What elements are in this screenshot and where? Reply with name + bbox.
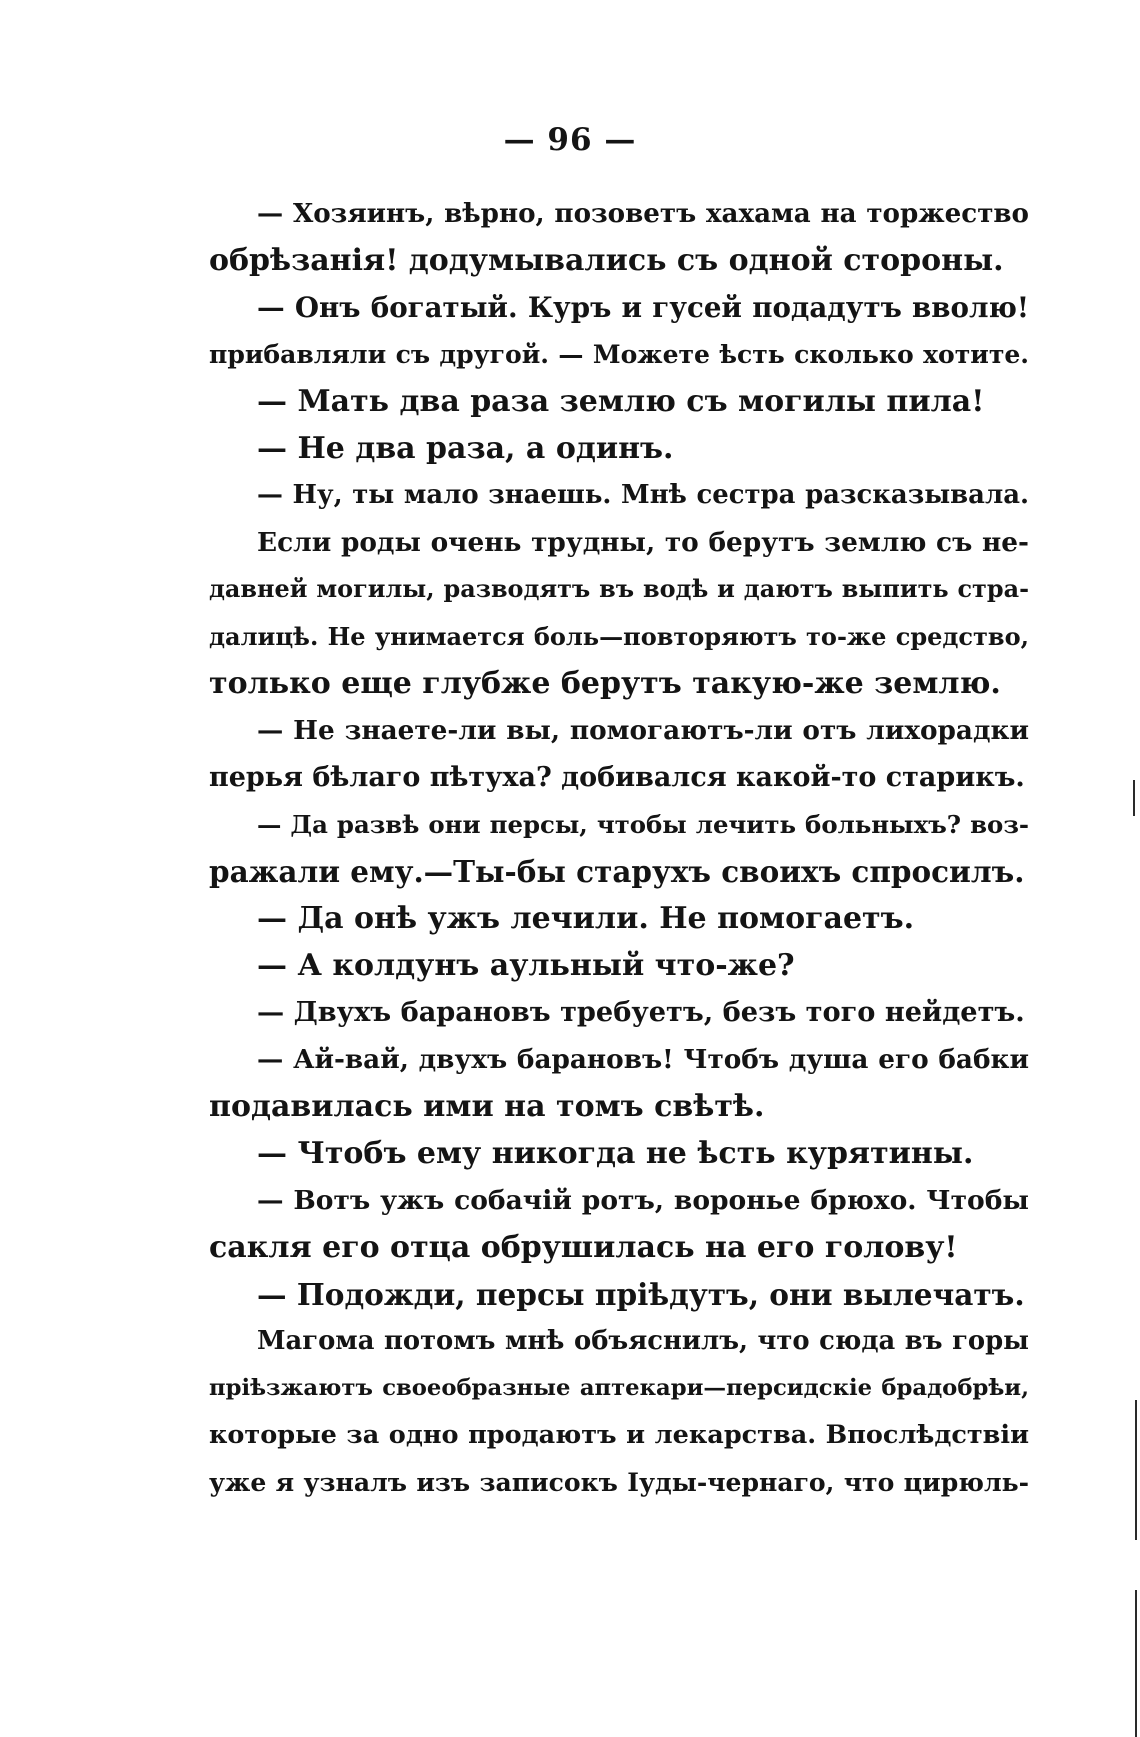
text-line: уже я узналъ изъ записокъ Іуды-чернаго, что цирюль- [209, 1467, 1029, 1497]
text-line: перья бѣлаго пѣтуха? добивался какой-то старикъ. [209, 762, 1025, 793]
text-line: давней могилы, разводятъ въ водѣ и даютъ выпить стра- [209, 575, 1029, 603]
text-line: Если роды очень трудны, то берутъ землю съ не- [257, 527, 1029, 558]
text-line: — Подожди, персы пріѣдутъ, они вылечатъ. [257, 1277, 1025, 1312]
scan-edge-mark [1135, 1590, 1137, 1737]
page-number: — 96 — [503, 122, 637, 158]
text-line: прибавляли съ другой. — Можете ѣсть сколько хотите. [209, 339, 1029, 369]
text-line: — А колдунъ аульный что-же? [257, 948, 795, 983]
text-line: подавилась ими на томъ свѣтѣ. [209, 1089, 765, 1124]
text-line: — Не знаете-ли вы, помогаютъ-ли отъ лихорадки [257, 715, 1029, 746]
text-line: — Вотъ ужъ собачій ротъ, воронье брюхо. Чтобы [257, 1185, 1029, 1216]
body-text [209, 190, 1029, 1506]
scan-edge-mark [1133, 780, 1135, 816]
text-line: ражали ему.—Ты-бы старухъ своихъ спросилъ. [209, 854, 1025, 889]
text-line: — Онъ богатый. Куръ и гусей подадутъ вволю! [257, 291, 1029, 324]
text-line: — Мать два раза землю съ могилы пила! [257, 384, 985, 419]
text-line: — Ай-вай, двухъ барановъ! Чтобъ душа его бабки [257, 1044, 1029, 1075]
text-line: обрѣзанія! додумывались съ одной стороны. [209, 243, 1004, 278]
text-line: только еще глубже берутъ такую-же землю. [209, 666, 1001, 701]
text-line: — Чтобъ ему никогда не ѣсть курятины. [257, 1136, 974, 1171]
text-line: — Ну, ты мало знаешь. Мнѣ сестра разсказывала. [257, 480, 1029, 510]
text-line: — Да онѣ ужъ лечили. Не помогаетъ. [257, 901, 915, 936]
text-line: далицѣ. Не унимается боль—повторяютъ то-же средство, [209, 622, 1029, 651]
text-line: — Хозяинъ, вѣрно, позоветъ хахама на торжество [257, 198, 1029, 229]
text-line: Магома потомъ мнѣ объяснилъ, что сюда въ горы [257, 1326, 1029, 1356]
text-line: сакля его отца обрушилась на его голову! [209, 1230, 958, 1265]
text-line: — Двухъ барановъ требуетъ, безъ того нейдетъ. [257, 996, 1025, 1028]
text-line: которые за одно продаютъ и лекарства. Впослѣдствіи [209, 1420, 1029, 1450]
text-line: — Не два раза, а одинъ. [257, 431, 674, 466]
text-line: пріѣзжаютъ своеобразные аптекари—персидскіе брадобрѣи, [209, 1375, 1029, 1401]
scan-edge-mark [1135, 1400, 1137, 1540]
text-line: — Да развѣ они персы, чтобы лечить больныхъ? воз- [257, 810, 1029, 839]
